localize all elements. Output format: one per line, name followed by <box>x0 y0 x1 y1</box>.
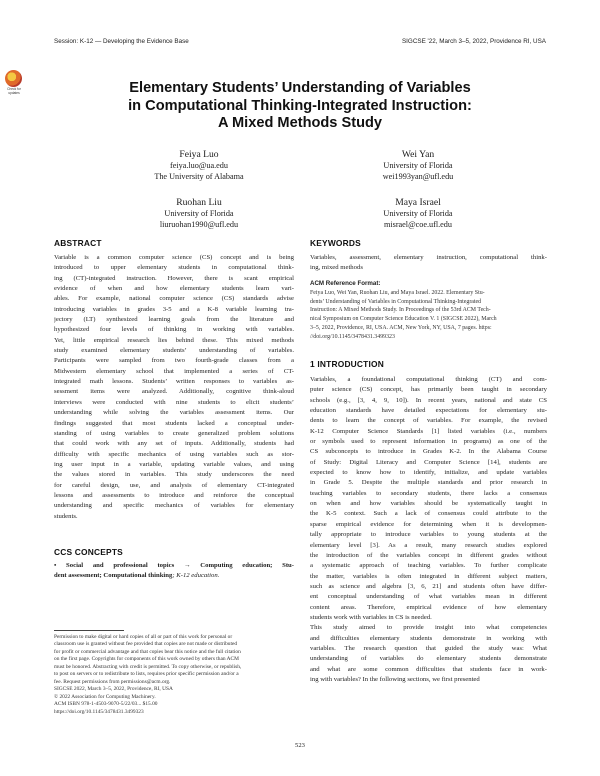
text-line: understanding of variables do elementary students demonstrate <box>310 655 547 663</box>
text-line: to post on servers or to redistribute to lists, requires prior specific permission and/or a <box>54 671 239 678</box>
badge-line-1: Check for <box>7 87 21 91</box>
text-line: Variables, assessment, elementary instruction, computational think- <box>310 254 547 261</box>
abstract-heading: ABSTRACT <box>54 238 102 248</box>
text-line: K-12 Computer Science Standards [1] listed variables (i.e., numbers <box>310 427 547 435</box>
text-line: for careful design, use, and analysis of elementary CT-integrated <box>54 481 294 489</box>
text-line: ent conceptual understanding of what variables mean in different <box>310 593 547 601</box>
text-line: //doi.org/10.1145/3478431.3499323 <box>310 333 395 340</box>
text-line: introducing variables in grades 3-5 and a K-8 variable learning tra- <box>54 305 294 313</box>
text-line: must be honored. Abstracting with credit is permitted. To copy otherwise, or republish, <box>54 663 242 670</box>
permission-statement <box>54 634 294 716</box>
title-line-3: A Mixed Methods Study <box>217 115 383 131</box>
title-line-1: Elementary Students’ Understanding of Variables <box>129 80 471 96</box>
text-line: teaching variables to secondary students, there lacks a consensus <box>310 489 547 497</box>
author-email[interactable]: misrael@coe.ufl.edu <box>383 219 452 229</box>
text-line: understanding while solving the variables assessment items. Our <box>54 409 294 417</box>
text-line: variables. The research question that guided the study was: What <box>310 644 547 652</box>
text-line: 3–5, 2022, Providence, RI, USA. ACM, New York, NY, USA, 7 pages. https: <box>310 324 492 331</box>
text-line: Midwestern elementary school that implemented a series of CT- <box>54 367 294 375</box>
text-line: ing (CT)-integrated instruction. However, there is scant empirical <box>54 274 294 282</box>
text-line: the K-5 context. Such a lack of consensus could attribute to the <box>310 510 547 518</box>
text-line: content areas. Therefore, empirical evidence of how elementary <box>310 603 547 611</box>
text-line: such as science and algebra [3, 6, 21] and students often have differ- <box>310 582 547 590</box>
author-name: Maya Israel <box>395 197 441 208</box>
author-name: Wei Yan <box>401 149 435 160</box>
text-line: classroom use is granted without fee provided that copies are not made or distributed <box>54 641 238 648</box>
keywords-body <box>310 253 547 274</box>
text-line: ables. For example, national computer science (CS) standards advise <box>54 295 294 303</box>
author-block <box>318 149 518 183</box>
text-line: or symbols used to represent information in programs) as one of the <box>310 438 547 446</box>
check-for-updates-icon <box>5 70 22 87</box>
check-for-updates-badge[interactable] <box>4 70 24 96</box>
ccs-line-2-rest: ; K-12 education. <box>172 572 220 580</box>
text-line: dents to learn the concept of variables. For example, the revised <box>310 417 547 425</box>
ccs-heading: CCS CONCEPTS <box>54 547 123 557</box>
author-block <box>318 197 518 231</box>
text-line: Instruction: A Mixed Methods Study. In Proceedings of the 53rd ACM Tech- <box>310 307 491 314</box>
footnote-rule <box>54 630 124 631</box>
abstract-body <box>54 253 294 522</box>
text-line: puter science (CS) concept, has primarily been taught in secondary <box>310 386 547 394</box>
text-line: difficulty with specific mechanics of using variables such as stor- <box>54 450 294 458</box>
text-line: in Grade 5. Despite the multiple standards and prior research in <box>310 479 547 487</box>
text-line: tally appropriate to introduce variables to young students at the <box>310 531 547 539</box>
running-header-right: SIGCSE '22, March 3–5, 2022, Providence RI, USA <box>401 38 546 45</box>
reference-format-body <box>310 289 547 341</box>
text-line: Yet, little empirical research lies behind these. This mixed methods <box>54 336 294 344</box>
text-line: hypothesized four levels of thinking in working with variables. <box>54 326 294 334</box>
ccs-line-2-bold: dent assessment; Computational thinking <box>54 572 173 580</box>
title-line-2: in Computational Thinking-Integrated Instruction: <box>128 97 472 114</box>
text-line: for profit or commercial advantage and that copies bear this notice and the full citation <box>54 648 241 655</box>
author-affiliation: University of Florida <box>383 209 453 218</box>
author-name: Ruohan Liu <box>176 197 222 208</box>
text-line: the values stored in variables. This study underscores the need <box>54 471 294 479</box>
text-line: schools (e.g., [3, 4, 9, 10]). In recent years, national and state CS <box>310 396 547 404</box>
text-line: CS subconcepts to introduce in Grades K-2. In the Alabama Course <box>310 448 547 456</box>
text-line: Permission to make digital or hard copies of all or part of this work for personal or <box>54 634 233 640</box>
text-line: standing of using variables to create generalized problem solutions <box>54 429 294 437</box>
text-line: elementary level [3]. As a result, many research studies explored <box>310 541 547 549</box>
author-affiliation: University of Florida <box>164 209 234 218</box>
text-line: jectory (LT) synthesized learning goals from the literature and <box>54 316 294 324</box>
author-block <box>99 149 299 183</box>
author-email[interactable]: liuruohan1990@ufl.edu <box>159 219 239 229</box>
text-line: sessment items were analyzed. Additionally, cognitive think-aloud <box>54 388 294 396</box>
text-line: Variable is a common computer science (CS) concept and is being <box>54 254 294 261</box>
text-line: students work with variables in CS is needed. <box>310 613 432 621</box>
text-line: nical Symposium on Computer Science Education V. 1 (SIGCSE 2022), March <box>310 316 497 323</box>
text-line: expected to know how to identify, initialize, and update variables <box>310 469 547 477</box>
text-line: education standards have detailed expectations for elementary stu- <box>310 407 547 415</box>
text-line: Variables, a foundational computational thinking (CT) and com- <box>310 376 547 383</box>
text-line: dents’ Understanding of Variables in Computational Thinking-Integrated <box>310 298 482 305</box>
introduction-heading: 1 INTRODUCTION <box>310 359 384 369</box>
text-line: SIGCSE 2022, March 3–5, 2022, Providence, RI, USA <box>54 686 173 693</box>
ccs-body <box>54 561 294 582</box>
text-line: on when and how variables should be systematically taught in <box>310 500 547 508</box>
text-line: the introduction of the variables concept in different grades without <box>310 551 547 559</box>
text-line: on the first page. Copyrights for components of this work owned by others than ACM <box>54 656 239 663</box>
text-line: © 2022 Association for Computing Machinery. <box>54 693 156 700</box>
running-header-left: Session: K-12 — Developing the Evidence Base <box>54 38 189 45</box>
reference-format-heading: ACM Reference Format: <box>310 280 381 287</box>
ccs-line-2 <box>54 571 294 581</box>
author-email[interactable]: wei1993yan@ufl.edu <box>382 171 454 181</box>
page-number: 523 <box>295 742 305 749</box>
author-affiliation: The University of Alabama <box>154 171 244 181</box>
text-line: Feiya Luo, Wei Yan, Ruohan Liu, and Maya Israel. 2022. Elementary Stu- <box>310 290 485 296</box>
author-affiliation: University of Florida <box>383 161 453 170</box>
text-line: fee. Request permissions from permissions@acm.org. <box>54 678 171 685</box>
badge-line-2: updates <box>8 90 20 95</box>
text-line: ing, mixed methods <box>310 264 363 272</box>
author-email[interactable]: feiya.luo@ua.edu <box>169 161 228 170</box>
text-line: study examined elementary students’ understanding of variables. <box>54 347 294 355</box>
text-line: and difficulties elementary students demonstrate in working with <box>310 634 547 642</box>
text-line: that could work with any set of inputs. Additionally, students had <box>54 440 294 448</box>
text-line: students. <box>54 512 78 520</box>
text-line: sparse empirical evidence for determining when it is developmen- <box>310 520 547 528</box>
keywords-heading: KEYWORDS <box>310 238 361 248</box>
text-line: interviews were conducted with nine students to elicit students’ <box>54 398 294 406</box>
text-line: Participants were sampled from two fourth-grade classes from a <box>54 357 294 365</box>
text-line: findings suggested that most students lacked a conceptual under- <box>54 419 294 427</box>
text-line: evidence of when and how elementary students learn vari- <box>54 285 294 293</box>
author-block <box>99 197 299 231</box>
text-line: integrated math lessons. Students’ written responses to variables as- <box>54 378 294 386</box>
text-line: This study aimed to provide insight into what competencies <box>310 624 547 632</box>
text-line: a systematic approach of teaching variables. To further complicate <box>310 562 547 570</box>
author-name: Feiya Luo <box>179 149 219 160</box>
text-line: lessons and assessments to introduce and reinforce the conceptual <box>54 491 294 499</box>
text-line: ing user input in a variable, updating variable values, and using <box>54 460 294 468</box>
text-line: https://doi.org/10.1145/3478431.3499323 <box>54 708 144 715</box>
ccs-line-1: • Social and professional topics → Computing education; Stu- <box>54 562 294 569</box>
text-line: ing with variables? In the following sections, we first presented <box>310 675 480 683</box>
introduction-body <box>310 375 547 685</box>
text-line: ACM ISBN 978-1-4503-9070-5/22/03... $15.00 <box>54 701 158 708</box>
text-line: the matter, variables is often integrated in different subject matters, <box>310 572 547 580</box>
text-line: and what are some common difficulties that students face in work- <box>310 665 547 673</box>
text-line: introduced to upper elementary students in computational think- <box>54 264 294 272</box>
paper-title <box>60 80 540 133</box>
text-line: of Study: Digital Literacy and Computer Science [14], students are <box>310 458 547 466</box>
text-line: understanding and specific mechanics of variables for elementary <box>54 502 294 510</box>
